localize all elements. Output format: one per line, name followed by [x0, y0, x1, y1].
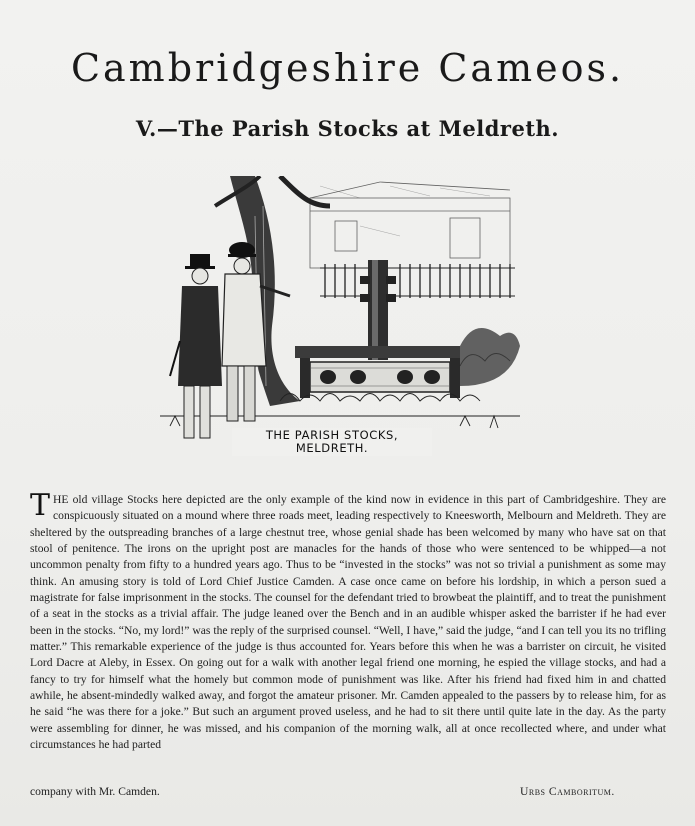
article-subtitle: V.—The Parish Stocks at Meldreth.: [135, 116, 560, 141]
caption-line-1: THE PARISH STOCKS,: [265, 428, 399, 442]
author-signature: Urbs Camboritum.: [520, 785, 615, 798]
illustration-caption: [232, 428, 432, 456]
page-title: Cambridgeshire Cameos.: [70, 46, 625, 90]
drop-cap: T: [30, 488, 51, 523]
stocks-illustration: [160, 176, 520, 466]
article-paragraph: HE old village Stocks here depicted are the only example of the kind now in evidence in this part of Cambridgeshire. They are conspicuously situated on a mound where three roads meet, leading respectively to Kneesworth, Melbourn and Meldreth. They are sheltered by the outspreading branches of a large chestnut tree, whose genial shade has been welcomed by many who have sat on that stool of penitence. The irons on the upright post are manacles for the hands of those who were sentenced to be whipped—a not uncommon penalty from fifty to a hundred years ago. Thus to be “invested in the stocks” was not so trivial a punishment as some may think. An amusing story is told of Lord Chief Justice Camden. A case once came on before his lordship, in which a person sued a magistrate for false imprisonment in the stocks. The counsel for the defendant tried to browbeat the plaintiff, and to treat the punishment of a seat in the stocks as a trivial affair. The judge leaned over the Bench and in an audible whisper asked the barrister if he had ever been in the stocks. “No, my lord!” was the reply of the surprised counsel. “Well, I have,” said the judge, “and I can tell you its no trifling matter.” This remarkable experience of the judge is thus accounted for. Years before this when he was a barrister on circuit, he visited Lord Dacre at Aleby, in Essex. On going out for a walk with another legal friend one morning, he espied the village stocks, and had a fancy to try for himself what the homely but common mode of punishment was like. After his friend had fixed him in and chatted awhile, he absent-mindedly walked away, and forgot the amateur prisoner. Mr. Camden appealed to the passers by to release him, for as he said “he was there for a joke.” But such an argument proved useless, and he had to sit there until quite late in the day. As the party were assembling for dinner, he was missed, and his companion of the morning walk, all at once recollected where, and under what circumstances he had parted: [30, 493, 666, 752]
caption-line-2: MELDRETH.: [295, 441, 369, 455]
engraving-image: [160, 176, 520, 466]
article-body: [30, 488, 666, 754]
article-closing-line: company with Mr. Camden.: [30, 785, 160, 798]
